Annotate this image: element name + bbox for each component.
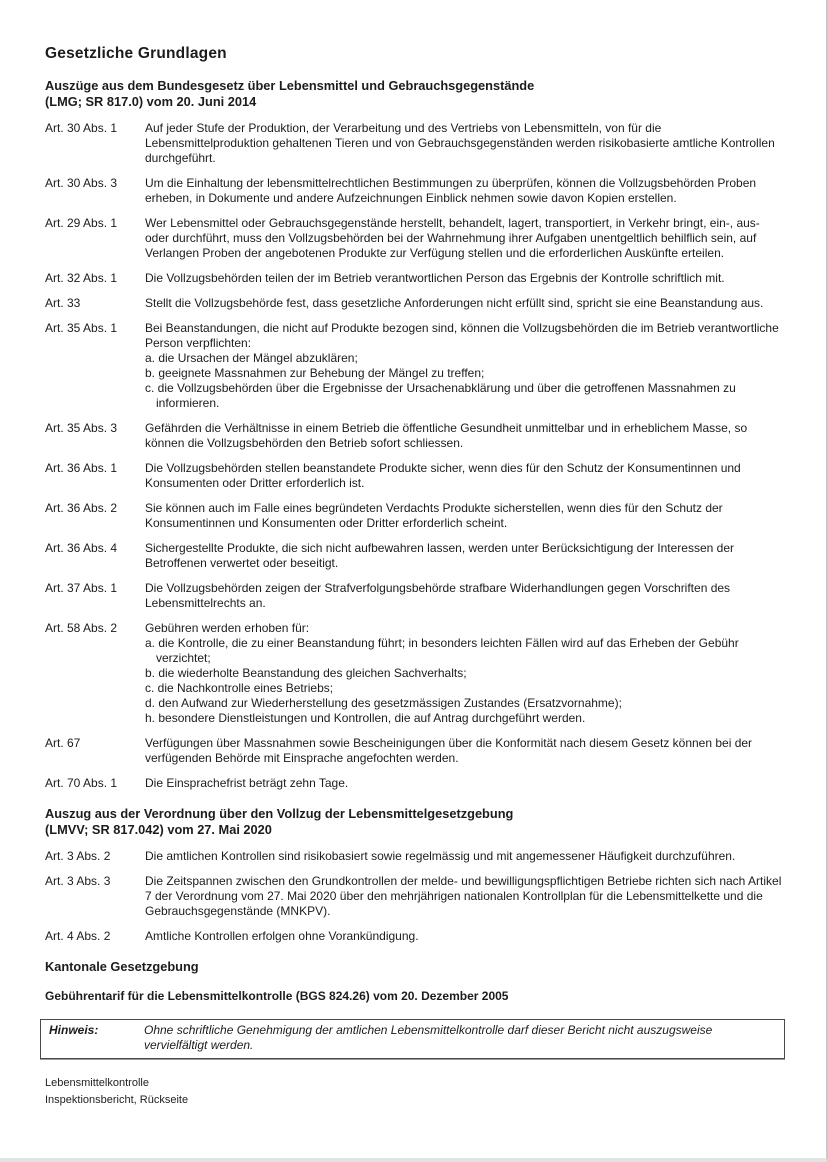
article-row	[45, 621, 785, 726]
article-ref: Art. 30 Abs. 1	[45, 121, 118, 135]
article-item: h. besondere Dienstleistungen und Kontrollen, die auf Antrag durchgeführt werden.	[145, 711, 586, 725]
article-text: Bei Beanstandungen, die nicht auf Produkte bezogen sind, können die Vollzugsbehörden die im Betrieb verantwortliche Person verpflichten:	[145, 321, 779, 350]
article-ref: Art. 67	[45, 736, 81, 750]
article-text: Verfügungen über Massnahmen sowie Bescheinigungen über die Konformität nach diesem Gesetz können bei der verfügenden Behörde mit Einsprache angefochten werden.	[145, 736, 753, 765]
article-row	[45, 121, 785, 166]
article-ref: Art. 29 Abs. 1	[45, 216, 118, 230]
article-row	[45, 296, 785, 311]
section-heading-line: (LMVV; SR 817.042) vom 27. Mai 2020	[45, 821, 272, 837]
article-ref: Art. 35 Abs. 1	[45, 321, 118, 335]
footer-line-1: Lebensmittelkontrolle	[45, 1077, 149, 1089]
section-heading	[45, 78, 785, 109]
article-row	[45, 776, 785, 791]
article-body	[145, 849, 785, 864]
article-text: Gebühren werden erhoben für:	[145, 621, 310, 635]
article-text: Gefährden die Verhältnisse in einem Betrieb die öffentliche Gesundheit unmittelbar und in erheblichem Masse, so können die Vollzugsbehörden den Betrieb sofort schliessen.	[145, 421, 748, 450]
article-row	[45, 736, 785, 766]
article-text: Die Einsprachefrist beträgt zehn Tage.	[145, 776, 349, 790]
article-text: Sichergestellte Produkte, die sich nicht aufbewahren lassen, werden unter Berücksichtigung der Interessen der Betroffenen verwertet oder beseitigt.	[145, 541, 735, 570]
section-subheading: Gebührentarif für die Lebensmittelkontrolle (BGS 824.26) vom 20. Dezember 2005	[45, 988, 509, 1003]
article-row	[45, 321, 785, 411]
article-text: Die amtlichen Kontrollen sind risikobasiert sowie regelmässig und mit angemessener Häufigkeit durchzuführen.	[145, 849, 736, 863]
article-text: Die Zeitspannen zwischen den Grundkontrollen der melde- und bewilligungspflichtigen Betriebe richten sich nach Artikel 7 der Verordnung vom 27. Mai 2020 über den mehrjährigen nationalen Kontrollplan für die Lebensmittelkette und die Gebrauchsgegenstände (MNKPV).	[145, 874, 782, 918]
notice-text: Ohne schriftliche Genehmigung der amtlichen Lebensmittelkontrolle darf dieser Bericht nicht auszugsweise vervielfältigt werden.	[144, 1023, 713, 1052]
article-item: a. die Kontrolle, die zu einer Beanstandung führt; in besonders leichten Fällen wird auf das Erheben der Gebühr verzichtet;	[145, 636, 739, 665]
article-body	[145, 421, 785, 451]
article-item: d. den Aufwand zur Wiederherstellung des gesetzmässigen Zustandes (Ersatzvornahme);	[145, 696, 622, 710]
article-body	[145, 501, 785, 531]
article-text: Auf jeder Stufe der Produktion, der Verarbeitung und des Vertriebs von Lebensmitteln, von für die Lebensmittelproduktion gehaltenen Tieren und von Gebrauchsgegenständen werden risikobasierte amtliche Kontrollen durchgeführt.	[145, 121, 775, 165]
article-body	[145, 176, 785, 206]
article-ref: Art. 3 Abs. 3	[45, 874, 111, 888]
section-heading-line: Auszüge aus dem Bundesgesetz über Lebensmittel und Gebrauchsgegenstände	[45, 78, 535, 93]
article-row	[45, 849, 785, 864]
article-body	[145, 581, 785, 611]
article-row	[45, 216, 785, 261]
article-row	[45, 271, 785, 286]
articles	[45, 849, 785, 944]
notice-box	[40, 1019, 785, 1059]
article-text: Amtliche Kontrollen erfolgen ohne Vorankündigung.	[145, 929, 419, 943]
section	[45, 959, 785, 1004]
article-body	[145, 271, 785, 286]
section-heading-line: Kantonale Gesetzgebung	[45, 959, 199, 974]
article-body	[145, 776, 785, 791]
article-body	[145, 461, 785, 491]
article-ref: Art. 32 Abs. 1	[45, 271, 118, 285]
article-ref: Art. 36 Abs. 2	[45, 501, 118, 515]
article-body	[145, 216, 785, 261]
section	[45, 78, 785, 791]
article-ref: Art. 37 Abs. 1	[45, 581, 118, 595]
article-body	[145, 874, 785, 919]
article-item: b. die wiederholte Beanstandung des gleichen Sachverhalts;	[145, 666, 467, 680]
article-ref: Art. 36 Abs. 1	[45, 461, 118, 475]
sections-container	[45, 78, 785, 1004]
article-text: Die Vollzugsbehörden teilen der im Betrieb verantwortlichen Person das Ergebnis der Kontrolle schriftlich mit.	[145, 271, 725, 285]
article-item: c. die Nachkontrolle eines Betriebs;	[145, 681, 334, 695]
article-row	[45, 929, 785, 944]
article-row	[45, 461, 785, 491]
section	[45, 806, 785, 944]
article-text: Um die Einhaltung der lebensmittelrechtlichen Bestimmungen zu überprüfen, können die Vollzugsbehörden Proben erheben, in Dokumente und andere Aufzeichnungen Einblick nehmen sowie davon Kopien erstellen.	[145, 176, 757, 205]
footer-line-2: Inspektionsbericht, Rückseite	[45, 1094, 189, 1106]
articles	[45, 121, 785, 791]
article-item: b. geeignete Massnahmen zur Behebung der Mängel zu treffen;	[145, 366, 485, 380]
article-row	[45, 421, 785, 451]
page-footer	[45, 1075, 785, 1109]
article-body	[145, 541, 785, 571]
article-ref: Art. 35 Abs. 3	[45, 421, 118, 435]
article-body	[145, 621, 785, 726]
article-row	[45, 501, 785, 531]
article-text: Wer Lebensmittel oder Gebrauchsgegenstände herstellt, behandelt, lagert, transportiert, in Verkehr bringt, ein-, aus- oder durchführt, muss den Vollzugsbehörden bei der Wahrnehmung ihrer Aufgaben unentgeltlich behilflich sein, auf Verlangen Proben der angebotenen Produkte zur Verfügung stellen und die erforderlichen Auskünfte erteilen.	[145, 216, 760, 260]
article-text: Die Vollzugsbehörden zeigen der Strafverfolgungsbehörde strafbare Widerhandlungen gegen Vorschriften des Lebensmittelrechts an.	[145, 581, 731, 610]
article-ref: Art. 70 Abs. 1	[45, 776, 118, 790]
article-body	[145, 121, 785, 166]
section-heading-line: (LMG; SR 817.0) vom 20. Juni 2014	[45, 93, 257, 109]
article-row	[45, 176, 785, 206]
article-text: Stellt die Vollzugsbehörde fest, dass gesetzliche Anforderungen nicht erfüllt sind, spricht sie eine Beanstandung aus.	[145, 296, 764, 310]
article-body	[145, 929, 785, 944]
article-item: a. die Ursachen der Mängel abzuklären;	[145, 351, 358, 365]
page-title: Gesetzliche Grundlagen	[45, 45, 227, 62]
article-ref: Art. 30 Abs. 3	[45, 176, 118, 190]
section-heading	[45, 959, 785, 975]
article-text: Sie können auch im Falle eines begründeten Verdachts Produkte sicherstellen, wenn dies für den Schutz der Konsumentinnen und Konsumenten oder Dritter erforderlich scheint.	[145, 501, 723, 530]
article-body	[145, 736, 785, 766]
notice-label: Hinweis:	[49, 1023, 99, 1037]
article-row	[45, 874, 785, 919]
article-row	[45, 541, 785, 571]
section-heading	[45, 806, 785, 837]
article-ref: Art. 58 Abs. 2	[45, 621, 118, 635]
article-body	[145, 296, 785, 311]
article-text: Die Vollzugsbehörden stellen beanstandete Produkte sicher, wenn dies für den Schutz der Konsumentinnen und Konsumenten oder Dritter erforderlich ist.	[145, 461, 741, 490]
section-heading-line: Auszug aus der Verordnung über den Vollzug der Lebensmittelgesetzgebung	[45, 806, 514, 821]
article-row	[45, 581, 785, 611]
article-body	[145, 321, 785, 411]
article-ref: Art. 36 Abs. 4	[45, 541, 118, 555]
article-ref: Art. 33	[45, 296, 81, 310]
article-ref: Art. 4 Abs. 2	[45, 929, 111, 943]
article-ref: Art. 3 Abs. 2	[45, 849, 111, 863]
article-item: c. die Vollzugsbehörden über die Ergebnisse der Ursachenabklärung und über die getroffenen Massnahmen zu informieren.	[145, 381, 736, 410]
